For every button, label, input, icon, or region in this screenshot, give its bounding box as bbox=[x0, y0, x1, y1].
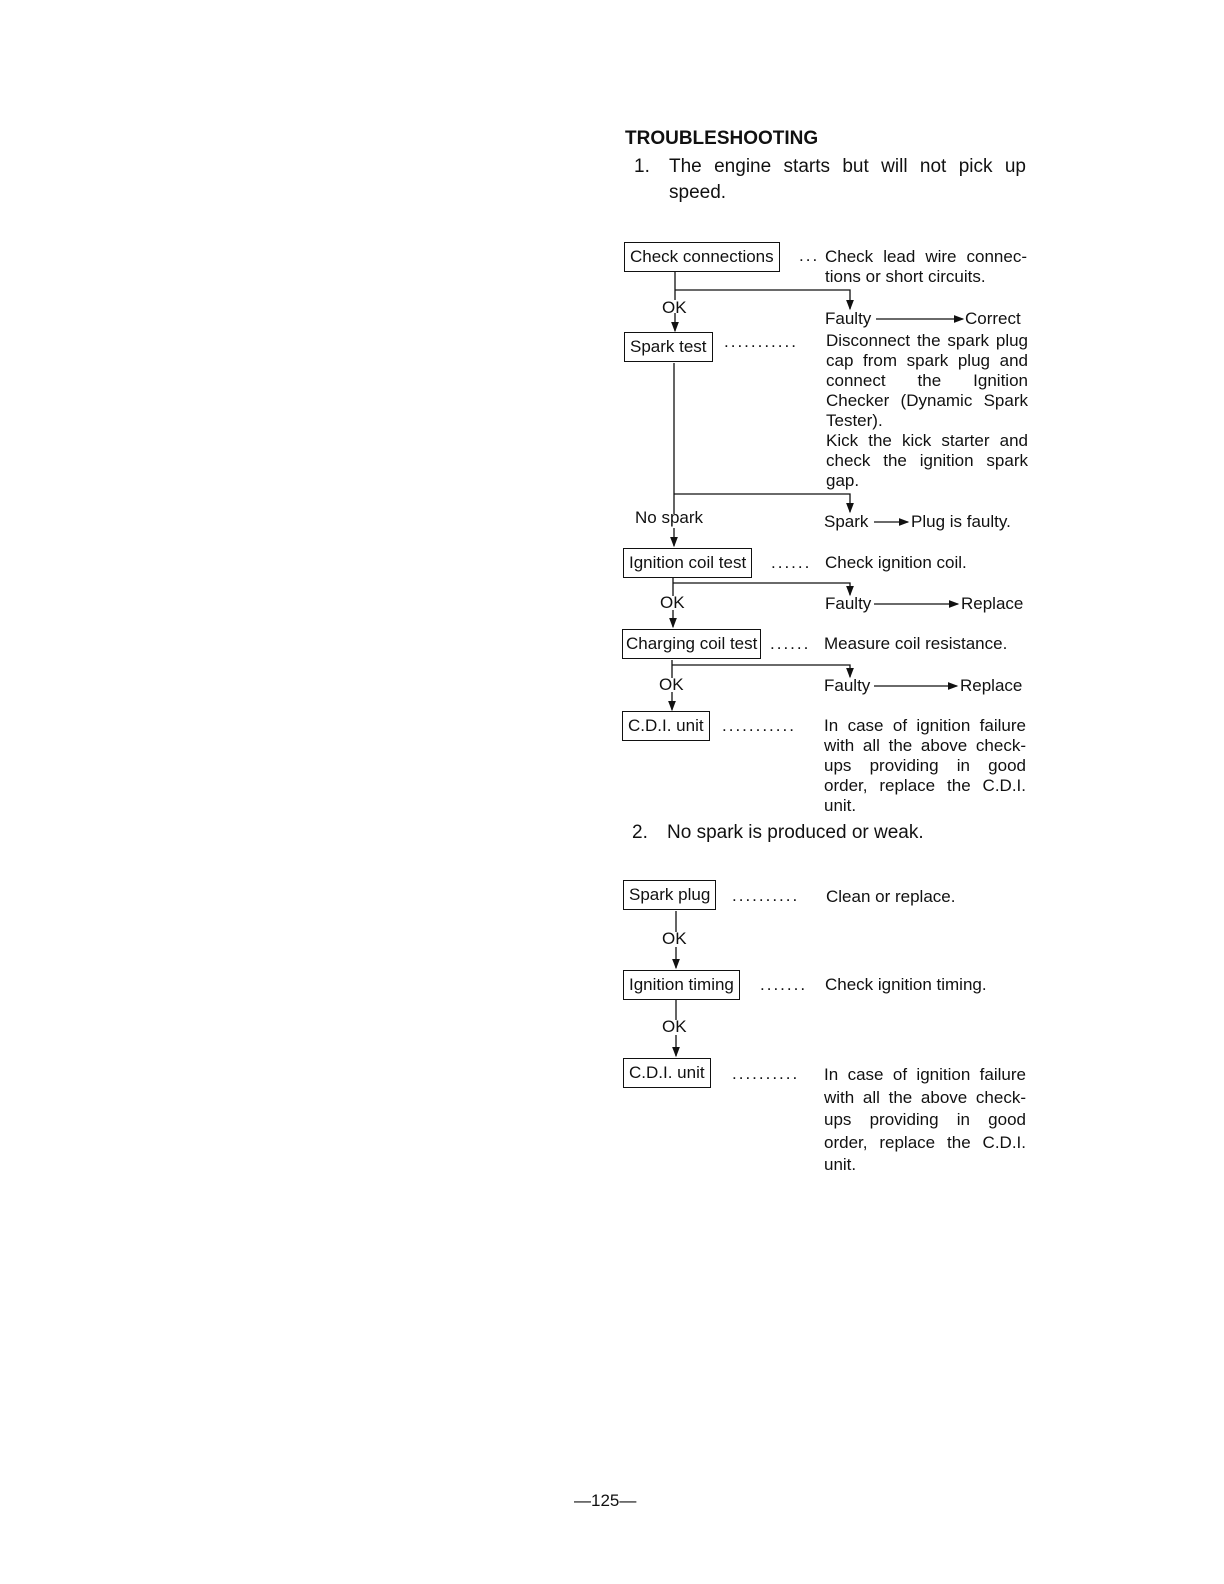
ok-label: OK bbox=[662, 929, 687, 948]
faulty-label: Faulty bbox=[824, 676, 871, 695]
desc-line: Check ignition timing. bbox=[825, 975, 987, 994]
desc-line: In case of ignition failure bbox=[824, 1065, 1026, 1084]
page-number: —125— bbox=[574, 1491, 637, 1510]
cdi-unit-box: C.D.I. unit bbox=[623, 1058, 711, 1088]
page-title: TROUBLESHOOTING bbox=[625, 128, 819, 149]
charging-coil-test-dots: ...... bbox=[770, 634, 811, 653]
cdi-unit-desc bbox=[824, 1064, 1026, 1177]
spark-label: Spark bbox=[824, 512, 869, 531]
desc-line: Check ignition coil. bbox=[825, 553, 967, 572]
ignition-timing-desc bbox=[825, 975, 1027, 995]
spark-test-desc bbox=[826, 331, 1028, 491]
desc-line: Disconnect the spark plug bbox=[826, 331, 1028, 350]
desc-line: cap from spark plug and bbox=[826, 351, 1028, 370]
desc-line: gap. bbox=[826, 471, 860, 490]
spark-test-box: Spark test bbox=[624, 332, 713, 362]
desc-line: Checker (Dynamic Spark bbox=[826, 391, 1028, 410]
desc-line: Measure coil resistance. bbox=[824, 634, 1008, 653]
cdi-unit-dots: ........... bbox=[722, 716, 796, 735]
section2-number: 2. bbox=[632, 822, 648, 843]
check-connections-dots: ... bbox=[799, 246, 820, 265]
ignition-coil-test-box: Ignition coil test bbox=[623, 548, 752, 578]
ignition-timing-box: Ignition timing bbox=[623, 970, 740, 1000]
replace-label: Replace bbox=[960, 676, 1023, 695]
plug-faulty-label: Plug is faulty. bbox=[911, 512, 1011, 531]
desc-line: with all the above check- bbox=[824, 1087, 1026, 1107]
cdi-unit-box: C.D.I. unit bbox=[622, 711, 710, 741]
ok-label: OK bbox=[662, 1017, 687, 1036]
section1-number: 1. bbox=[634, 156, 650, 177]
ok-label: OK bbox=[660, 593, 685, 612]
desc-line: ups providing in good bbox=[824, 1110, 1026, 1129]
desc-line: with all the above check- bbox=[824, 736, 1026, 755]
desc-line: order, replace the C.D.I. bbox=[824, 776, 1026, 795]
cdi-unit-dots: .......... bbox=[732, 1064, 800, 1083]
desc-line: In case of ignition failure bbox=[824, 716, 1026, 735]
desc-line: Kick the kick starter and bbox=[826, 431, 1028, 450]
cdi-unit-desc bbox=[824, 716, 1026, 816]
desc-line: connect the Ignition bbox=[826, 371, 1028, 390]
spark-test-dots: ........... bbox=[724, 332, 798, 351]
desc-line: Check lead wire connec- bbox=[825, 247, 1027, 266]
charging-coil-test-box: Charging coil test bbox=[622, 629, 761, 659]
ok-label: OK bbox=[659, 675, 684, 694]
no-spark-label: No spark bbox=[635, 508, 704, 527]
spark-plug-dots: .......... bbox=[732, 886, 800, 905]
ignition-timing-dots: ....... bbox=[760, 975, 808, 994]
desc-line: unit. bbox=[824, 1155, 857, 1174]
desc-line: Tester). bbox=[826, 411, 883, 430]
desc-line: unit. bbox=[824, 796, 857, 815]
replace-label: Replace bbox=[961, 594, 1024, 613]
check-connections-desc bbox=[825, 247, 1027, 287]
desc-line: tions or short circuits. bbox=[825, 267, 986, 286]
spark-plug-box: Spark plug bbox=[623, 880, 716, 910]
section2-line1: No spark is produced or weak. bbox=[667, 822, 924, 843]
section1-line2: speed. bbox=[669, 182, 727, 203]
check-connections-box: Check connections bbox=[624, 242, 780, 272]
section1-line1: The engine starts but will not pick up bbox=[669, 156, 1026, 177]
ignition-coil-test-desc bbox=[825, 553, 1027, 573]
faulty-label: Faulty bbox=[825, 309, 872, 328]
charging-coil-test-desc bbox=[824, 634, 1026, 654]
ignition-coil-test-dots: ...... bbox=[771, 553, 812, 572]
spark-plug-desc bbox=[826, 887, 1028, 907]
correct-label: Correct bbox=[965, 309, 1021, 328]
desc-line: Clean or replace. bbox=[826, 887, 956, 906]
desc-line: order, replace the C.D.I. bbox=[824, 1132, 1026, 1152]
ok-label: OK bbox=[662, 298, 687, 317]
faulty-label: Faulty bbox=[825, 594, 872, 613]
desc-line: ups providing in good bbox=[824, 756, 1026, 775]
desc-line: check the ignition spark bbox=[826, 451, 1028, 470]
